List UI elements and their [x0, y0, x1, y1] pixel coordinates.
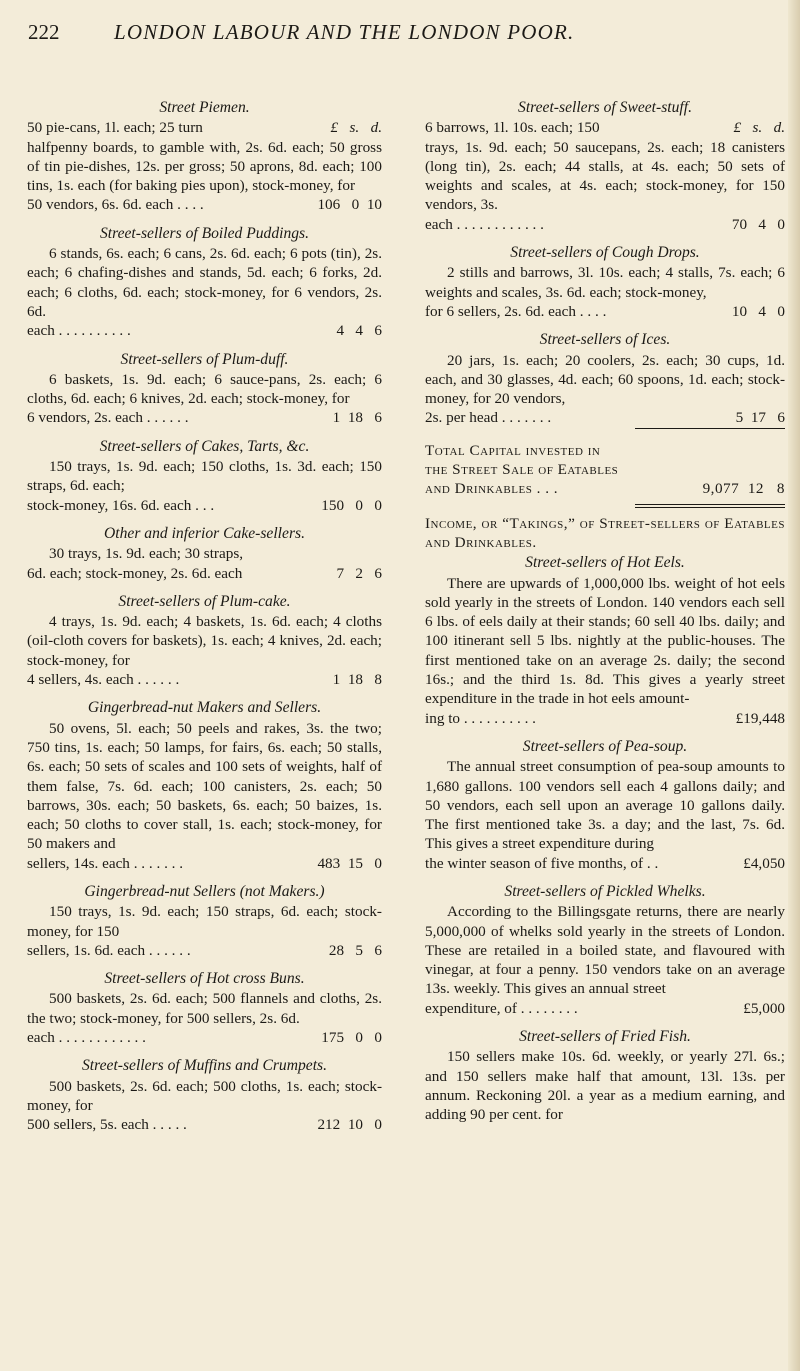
amount-value: 10 4 0 [731, 302, 785, 320]
section-title: Street Piemen. [159, 99, 250, 116]
section-muffins-crumpets [27, 1056, 382, 1134]
amount-row [27, 941, 382, 960]
amount-value: 70 4 0 [731, 215, 785, 233]
amount-label: ing to . . . . . . . . . . [425, 709, 536, 727]
section-title: Street-sellers of Hot cross Buns. [104, 970, 305, 988]
section-text: 2 stills and barrows, 3l. 10s. each; 4 stalls, 7s. each; 6 weights and scales, 3s. 6d. each; stock-money, [425, 264, 785, 301]
left-column [27, 98, 382, 1135]
amount-value: 150 0 0 [321, 496, 382, 514]
section-title: Other and inferior Cake-sellers. [104, 524, 305, 542]
section-title: Street-sellers of Plum-cake. [118, 592, 291, 610]
amount-label: 50 vendors, 6s. 6d. each . . . . [27, 196, 204, 214]
section-title: Gingerbread-nut Makers and Sellers. [87, 699, 322, 717]
section-title: Gingerbread-nut Sellers (not Makers.) [84, 882, 325, 900]
amount-row [27, 564, 382, 583]
amount-label: each . . . . . . . . . . . . [27, 1029, 146, 1047]
section-text: 500 baskets, 2s. 6d. each; 500 flannels and cloths, 2s. the two; stock-money, for 500 sellers, 2s. 6d. [27, 990, 382, 1027]
amount-label: sellers, 1s. 6d. each . . . . . . [27, 941, 191, 959]
section-pea-soup [425, 737, 785, 873]
section-title: Street-sellers of Hot Eels. [525, 554, 685, 572]
amount-row [27, 1028, 382, 1047]
section-title: Street-sellers of Fried Fish. [519, 1028, 691, 1046]
section-plum-duff [27, 350, 382, 428]
section-title: Street-sellers of Pea-soup. [522, 737, 688, 755]
amount-row [425, 408, 785, 427]
section-hot-eels [425, 553, 785, 728]
section-text: 6 baskets, 1s. 9d. each; 6 sauce-pans, 2s. each; 6 cloths, 6d. each; 6 knives, 2d. each; stock-money, for [27, 370, 382, 408]
section-gingerbread-sellers [27, 882, 382, 960]
amount-value: £19,448 [735, 709, 785, 727]
amount-value: 1 18 6 [332, 409, 382, 427]
section-text: 150 trays, 1s. 9d. each; 150 cloths, 1s. 3d. each; 150 straps, 6d. each; [27, 458, 382, 495]
section-pickled-whelks [425, 882, 785, 1018]
amount-value: 28 5 6 [328, 941, 382, 959]
amount-value: 7 2 6 [336, 564, 382, 582]
amount-label: the winter season of five months, of . . [425, 854, 659, 872]
amount-value: 175 0 0 [321, 1029, 382, 1047]
section-text: According to the Billingsgate returns, there are nearly 5,000,000 of whelks sold yearly in the streets of London. These are retailed in a boiled state, and flavoured with vinegar, at four a penny. 150 vendors take on an average 13s. weekly. This gives an annual street [425, 903, 785, 998]
total-double-rule [635, 504, 785, 508]
amount-row [27, 854, 382, 873]
amount-value: 5 17 6 [735, 409, 785, 427]
section-text: 20 jars, 1s. each; 20 coolers, 2s. each; 30 cups, 1d. each, and 30 glasses, 4d. each; 60 spoons, 1d. each; stock-money, for 20 vendors, [425, 351, 785, 408]
sum-rule [635, 428, 785, 429]
section-title: Street-sellers of Sweet-stuff. [518, 99, 692, 116]
first-line-text: 50 pie-cans, 1l. each; 25 turn [27, 119, 203, 137]
first-line-with-lsd [27, 118, 382, 137]
section-sweet-stuff [425, 98, 785, 234]
total-amount: 9,077 12 8 [702, 480, 785, 498]
section-boiled-puddings [27, 224, 382, 341]
page-number: 222 [28, 20, 60, 44]
section-text: trays, 1s. 9d. each; 50 saucepans, 2s. each; 18 canisters (long tin), 2s. each; 44 stalls, at 4s. each; 50 sets of weights and scales, at 4s. each; stock-money, for 150 vendors, 3s. [425, 138, 785, 214]
section-text: 150 sellers make 10s. 6d. weekly, or yearly 27l. 6s.; and 150 sellers make half that amount, 13l. 13s. per annum. Reckoning 20l. a year as a medium earning, and adding 90 per cent. for [425, 1048, 785, 1124]
running-title: LONDON LABOUR AND THE LONDON POOR. [114, 20, 575, 44]
amount-label: stock-money, 16s. 6d. each . . . [27, 496, 215, 514]
section-title: Street-sellers of Cough Drops. [510, 244, 700, 262]
amount-row [425, 215, 785, 234]
section-street-piemen [27, 98, 382, 215]
amount-label: 4 sellers, 4s. each . . . . . . [27, 671, 180, 689]
section-text: 4 trays, 1s. 9d. each; 4 baskets, 1s. 6d. each; 4 cloths (oil-cloth covers for baskets), 1s. each; 4 knives, 2d. each; stock-money, for [27, 613, 382, 669]
lsd-heading: £ s. d. [330, 119, 382, 137]
amount-row [425, 302, 785, 321]
total-line-3: and Drinkables . . . [425, 480, 559, 498]
section-text: There are upwards of 1,000,000 lbs. weight of hot eels sold yearly in the streets of London. 140 vendors each sell 6 lbs. of eels daily at their stands; 60 sell 40 lbs. daily; and 100 itinerant sell 5 lbs. nightly at the public-houses. The first mentioned take on an average 2s. daily; the second 16s.; and the third 1s. 8d. This gives a yearly street expenditure in the trade in hot eels amount- [425, 574, 785, 708]
amount-label: each . . . . . . . . . . . . [425, 215, 544, 233]
lsd-heading: £ s. d. [733, 119, 785, 137]
amount-row [27, 670, 382, 689]
amount-row [27, 408, 382, 427]
section-title: Street-sellers of Plum-duff. [120, 350, 289, 368]
page-edge-shadow [788, 0, 800, 1371]
amount-value: £5,000 [743, 999, 785, 1017]
section-text: halfpenny boards, to gamble with, 2s. 6d. each; 50 gross of tin pie-dishes, 12s. per gross; 50 aprons, 8d. each; 100 tins, 1s. each (for baking pies upon), stock-money, for [27, 138, 382, 195]
section-text: 30 trays, 1s. 9d. each; 30 straps, [49, 545, 244, 563]
amount-row [27, 1115, 382, 1134]
total-amount-row [425, 479, 785, 498]
amount-label: sellers, 14s. each . . . . . . . [27, 854, 184, 872]
section-text: The annual street consumption of pea-soup amounts to 1,680 gallons. 100 vendors sell each 4 gallons daily; and 50 vendors, each sell upon an average 10 gallons daily. The first mentioned take 3s. a day; and the last, 7s. 6d. This gives a street expenditure during [425, 758, 785, 853]
section-title: Street-sellers of Ices. [539, 331, 671, 349]
amount-label: 6 vendors, 2s. each . . . . . . [27, 409, 189, 427]
amount-label: 6d. each; stock-money, 2s. 6d. each [27, 564, 243, 582]
section-gingerbread-makers [27, 698, 382, 873]
amount-row [425, 854, 785, 873]
total-line-1: Total Capital invested in [425, 441, 601, 459]
amount-value: 1 18 8 [332, 671, 382, 689]
section-text: 500 baskets, 2s. 6d. each; 500 cloths, 1s. each; stock-money, for [27, 1077, 382, 1114]
section-fried-fish [425, 1027, 785, 1124]
section-text: 50 ovens, 5l. each; 50 peels and rakes, 3s. the two; 750 tins, 1s. each; 50 lamps, for fairs, 6s. each; 50 stalls, 6s. each; 50 sets of scales and 100 sets of weights, half of them false, 7s. 6d. each; 100 canisters, 2s. each; 50 barrows, 30s. each; 50 baskets, 6s. each; 50 baizes, 1s. each; 50 cloths to cover stall, 1s. each; stock-money, for 50 makers and [27, 719, 382, 853]
first-line-with-lsd [425, 118, 785, 137]
amount-label: 2s. per head . . . . . . . [425, 409, 552, 427]
amount-label: expenditure, of . . . . . . . . [425, 999, 578, 1017]
section-title: Street-sellers of Boiled Puddings. [99, 224, 310, 242]
amount-value: 212 10 0 [317, 1116, 382, 1134]
amount-row [27, 195, 382, 214]
amount-value: 4 4 6 [336, 322, 382, 340]
section-title: Street-sellers of Pickled Whelks. [504, 882, 706, 900]
section-plum-cake [27, 592, 382, 689]
income-heading: Income, or “Takings,” of Street-sellers of Eatables and Drinkables. [425, 514, 785, 551]
section-ices [425, 330, 785, 428]
first-line-text: 6 barrows, 1l. 10s. each; 150 [425, 119, 600, 137]
section-hot-cross-buns [27, 969, 382, 1047]
amount-value: £4,050 [743, 854, 785, 872]
amount-label: 500 sellers, 5s. each . . . . . [27, 1116, 187, 1134]
amount-row [425, 709, 785, 728]
amount-label: for 6 sellers, 2s. 6d. each . . . . [425, 302, 607, 320]
amount-value: 483 15 0 [317, 854, 382, 872]
section-cakes-tarts [27, 437, 382, 515]
section-text: 6 stands, 6s. each; 6 cans, 2s. 6d. each; 6 pots (tin), 2s. each; 6 chafing-dishes and stands, 5d. each; 6 forks, 2d. each; 6 cloths, 6d. each; stock-money, for 6 vendors, 2s. 6d. [27, 245, 382, 320]
section-inferior-cake-sellers [27, 524, 382, 583]
amount-row [27, 321, 382, 340]
total-capital-block [425, 441, 785, 508]
section-cough-drops [425, 243, 785, 321]
section-title: Street-sellers of Cakes, Tarts, &c. [99, 437, 310, 455]
amount-label: each . . . . . . . . . . [27, 322, 131, 340]
total-line-2: the Street Sale of Eatables [425, 461, 619, 479]
amount-row [27, 496, 382, 515]
section-text: 150 trays, 1s. 9d. each; 150 straps, 6d. each; stock-money, for 150 [27, 903, 382, 940]
section-title: Street-sellers of Muffins and Crumpets. [81, 1057, 327, 1075]
amount-value: 106 0 10 [317, 196, 382, 214]
amount-row [425, 999, 785, 1018]
right-column [425, 98, 785, 1125]
